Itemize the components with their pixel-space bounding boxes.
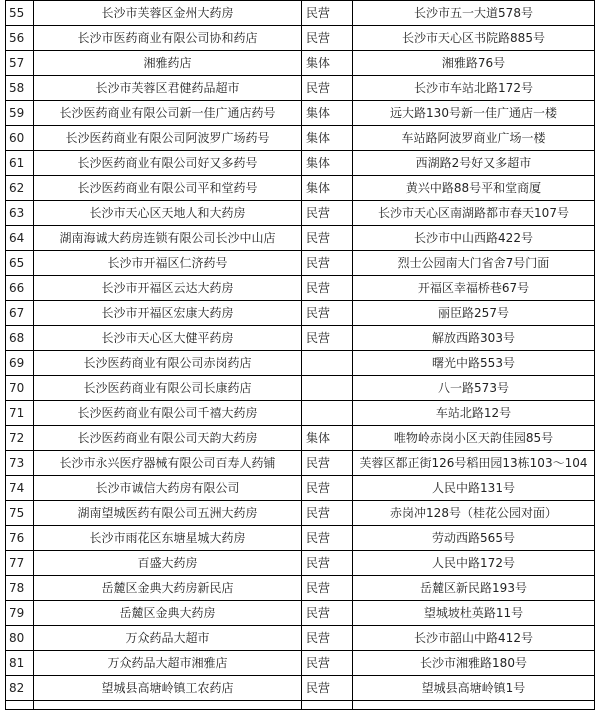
ownership-type-cell: 民营 (302, 26, 353, 51)
address-cell: 劳动西路565号 (353, 526, 595, 551)
pharmacy-name-cell: 长沙市天心区大健平药房 (34, 326, 302, 351)
address-cell: 曙光中路553号 (353, 351, 595, 376)
pharmacy-name-cell: 望城县高塘岭镇工农药店 (34, 676, 302, 701)
table-row (6, 226, 595, 251)
pharmacy-name-cell: 万众药品大超市湘雅店 (34, 651, 302, 676)
row-number-cell: 71 (6, 401, 34, 426)
row-number-cell: 59 (6, 101, 34, 126)
address-cell: 望城县高塘岭镇1号 (353, 676, 595, 701)
address-cell: 唯物岭赤岗小区天韵佳园85号 (353, 426, 595, 451)
row-number-cell: 77 (6, 551, 34, 576)
pharmacy-name-cell: 长沙市开福区云达大药房 (34, 276, 302, 301)
address-cell: 长沙市湘雅路180号 (353, 651, 595, 676)
pharmacy-name-cell: 长沙市医药商业有限公司协和药店 (34, 26, 302, 51)
empty-cell (353, 701, 595, 710)
row-number-cell: 70 (6, 376, 34, 401)
table-row (6, 126, 595, 151)
empty-cell (34, 701, 302, 710)
ownership-type-cell: 集体 (302, 101, 353, 126)
ownership-type-cell: 民营 (302, 451, 353, 476)
table-row (6, 26, 595, 51)
ownership-type-cell: 民营 (302, 526, 353, 551)
ownership-type-cell: 民营 (302, 576, 353, 601)
pharmacy-name-cell: 长沙市雨花区东塘星城大药房 (34, 526, 302, 551)
table-row (6, 351, 595, 376)
ownership-type-cell: 民营 (302, 226, 353, 251)
address-cell: 远大路130号新一佳广通店一楼 (353, 101, 595, 126)
table-row (6, 101, 595, 126)
ownership-type-cell: 集体 (302, 126, 353, 151)
ownership-type-cell: 民营 (302, 501, 353, 526)
row-number-cell: 60 (6, 126, 34, 151)
address-cell: 长沙市韶山中路412号 (353, 626, 595, 651)
ownership-type-cell: 集体 (302, 151, 353, 176)
row-number-cell: 81 (6, 651, 34, 676)
table-row (6, 651, 595, 676)
ownership-type-cell (302, 351, 353, 376)
pharmacy-name-cell: 万众药品大超市 (34, 626, 302, 651)
row-number-cell: 69 (6, 351, 34, 376)
table-row (6, 376, 595, 401)
ownership-type-cell: 民营 (302, 301, 353, 326)
address-cell: 开福区幸福桥巷67号 (353, 276, 595, 301)
pharmacy-name-cell: 长沙市诚信大药房有限公司 (34, 476, 302, 501)
ownership-type-cell: 民营 (302, 251, 353, 276)
ownership-type-cell: 民营 (302, 676, 353, 701)
pharmacy-name-cell: 长沙市天心区天地人和大药房 (34, 201, 302, 226)
ownership-type-cell: 民营 (302, 551, 353, 576)
pharmacy-name-cell: 长沙医药商业有限公司长康药店 (34, 376, 302, 401)
row-number-cell: 68 (6, 326, 34, 351)
ownership-type-cell: 民营 (302, 626, 353, 651)
address-cell: 岳麓区新民路193号 (353, 576, 595, 601)
table-row (6, 426, 595, 451)
ownership-type-cell: 民营 (302, 476, 353, 501)
table-row (6, 201, 595, 226)
row-number-cell: 66 (6, 276, 34, 301)
pharmacy-name-cell: 百盛大药房 (34, 551, 302, 576)
address-cell: 人民中路131号 (353, 476, 595, 501)
row-number-cell: 76 (6, 526, 34, 551)
row-number-cell: 67 (6, 301, 34, 326)
pharmacy-name-cell: 长沙医药商业有限公司好又多药号 (34, 151, 302, 176)
ownership-type-cell: 集体 (302, 51, 353, 76)
table-row (6, 676, 595, 701)
pharmacy-name-cell: 湖南望城医药有限公司五洲大药房 (34, 501, 302, 526)
ownership-type-cell: 民营 (302, 601, 353, 626)
address-cell: 车站路阿波罗商业广场一楼 (353, 126, 595, 151)
table-row (6, 51, 595, 76)
row-number-cell: 78 (6, 576, 34, 601)
pharmacy-name-cell: 长沙医药商业有限公司天韵大药房 (34, 426, 302, 451)
row-number-cell: 75 (6, 501, 34, 526)
row-number-cell: 56 (6, 26, 34, 51)
row-number-cell: 74 (6, 476, 34, 501)
row-number-cell: 63 (6, 201, 34, 226)
pharmacy-table-body (6, 1, 595, 710)
table-row (6, 1, 595, 26)
address-cell: 解放西路303号 (353, 326, 595, 351)
table-row (6, 151, 595, 176)
table-row (6, 176, 595, 201)
table-row (6, 76, 595, 101)
row-number-cell: 64 (6, 226, 34, 251)
pharmacy-name-cell: 长沙医药商业有限公司千禧大药房 (34, 401, 302, 426)
row-number-cell: 72 (6, 426, 34, 451)
address-cell: 丽臣路257号 (353, 301, 595, 326)
pharmacy-name-cell: 岳麓区金典大药房 (34, 601, 302, 626)
address-cell: 赤岗冲128号（桂花公园对面） (353, 501, 595, 526)
pharmacy-name-cell: 长沙医药商业有限公司新一佳广通店药号 (34, 101, 302, 126)
table-row (6, 476, 595, 501)
empty-cell (6, 701, 34, 710)
address-cell: 长沙市五一大道578号 (353, 1, 595, 26)
table-row (6, 451, 595, 476)
table-row (6, 551, 595, 576)
ownership-type-cell: 民营 (302, 201, 353, 226)
table-row (6, 526, 595, 551)
address-cell: 八一路573号 (353, 376, 595, 401)
address-cell: 黄兴中路88号平和堂商厦 (353, 176, 595, 201)
ownership-type-cell (302, 376, 353, 401)
pharmacy-table (5, 0, 595, 710)
row-number-cell: 55 (6, 1, 34, 26)
address-cell: 人民中路172号 (353, 551, 595, 576)
pharmacy-list-sheet (5, 0, 594, 710)
table-row (6, 301, 595, 326)
pharmacy-name-cell: 长沙医药商业有限公司赤岗药店 (34, 351, 302, 376)
pharmacy-name-cell: 长沙市开福区宏康大药房 (34, 301, 302, 326)
table-row (6, 401, 595, 426)
address-cell: 望城坡杜英路11号 (353, 601, 595, 626)
pharmacy-name-cell: 长沙市永兴医疗器械有限公司百寿人药铺 (34, 451, 302, 476)
table-row (6, 251, 595, 276)
address-cell: 长沙市中山西路422号 (353, 226, 595, 251)
address-cell: 西湖路2号好又多超市 (353, 151, 595, 176)
ownership-type-cell: 民营 (302, 326, 353, 351)
table-row (6, 601, 595, 626)
ownership-type-cell: 集体 (302, 426, 353, 451)
row-number-cell: 65 (6, 251, 34, 276)
row-number-cell: 61 (6, 151, 34, 176)
table-row (6, 576, 595, 601)
empty-cell (302, 701, 353, 710)
table-row (6, 501, 595, 526)
ownership-type-cell (302, 401, 353, 426)
pharmacy-name-cell: 长沙医药商业有限公司阿波罗广场药号 (34, 126, 302, 151)
ownership-type-cell: 民营 (302, 76, 353, 101)
row-number-cell: 58 (6, 76, 34, 101)
table-row (6, 276, 595, 301)
ownership-type-cell: 集体 (302, 176, 353, 201)
table-row (6, 626, 595, 651)
pharmacy-name-cell: 长沙市芙蓉区金州大药房 (34, 1, 302, 26)
row-number-cell: 80 (6, 626, 34, 651)
pharmacy-name-cell: 湖南海诚大药房连锁有限公司长沙中山店 (34, 226, 302, 251)
address-cell: 烈士公园南大门省舍7号门面 (353, 251, 595, 276)
row-number-cell: 82 (6, 676, 34, 701)
ownership-type-cell: 民营 (302, 651, 353, 676)
pharmacy-name-cell: 长沙市芙蓉区君健药品超市 (34, 76, 302, 101)
table-row (6, 326, 595, 351)
row-number-cell: 62 (6, 176, 34, 201)
address-cell: 湘雅路76号 (353, 51, 595, 76)
ownership-type-cell: 民营 (302, 1, 353, 26)
pharmacy-name-cell: 长沙市开福区仁济药号 (34, 251, 302, 276)
address-cell: 车站北路12号 (353, 401, 595, 426)
address-cell: 长沙市车站北路172号 (353, 76, 595, 101)
ownership-type-cell: 民营 (302, 276, 353, 301)
row-number-cell: 57 (6, 51, 34, 76)
address-cell: 长沙市天心区书院路885号 (353, 26, 595, 51)
address-cell: 芙蓉区都正街126号稻田园13栋103～104 (353, 451, 595, 476)
table-row-partial (6, 701, 595, 710)
row-number-cell: 79 (6, 601, 34, 626)
pharmacy-name-cell: 湘雅药店 (34, 51, 302, 76)
row-number-cell: 73 (6, 451, 34, 476)
address-cell: 长沙市天心区南湖路都市春天107号 (353, 201, 595, 226)
pharmacy-name-cell: 岳麓区金典大药房新民店 (34, 576, 302, 601)
pharmacy-name-cell: 长沙医药商业有限公司平和堂药号 (34, 176, 302, 201)
